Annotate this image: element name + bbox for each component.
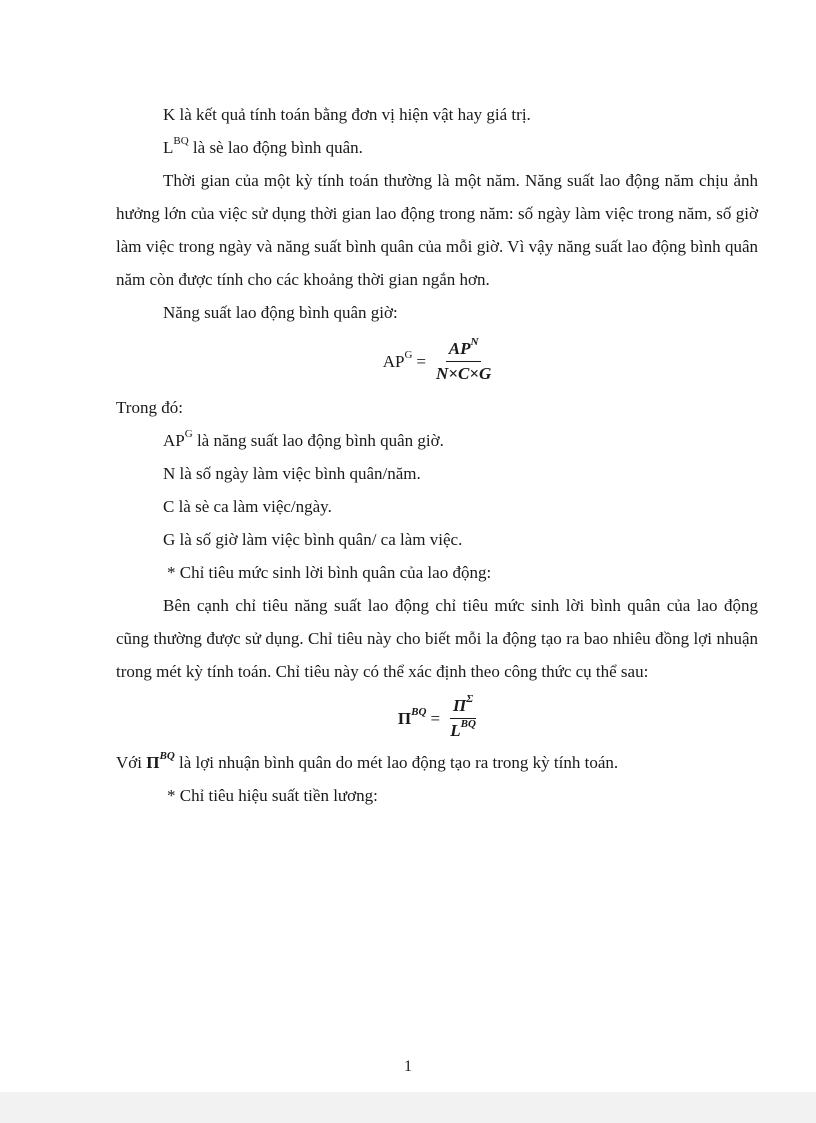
formula-hourly-numerator: $AP^N$ [446,339,482,362]
k-definition: K là kết quả tính toán bằng đơn vị hiện vật hay giá trị. [163,105,531,124]
l-superscript: BQ [173,135,189,148]
apg-definition-text: là năng suất lao động bình quân giờ. [192,431,444,450]
time-period-paragraph: Thời gian của một kỳ tính toán thường là một năm. Năng suất lao động năm chịu ảnh hưởng lớn của việc sử dụng thời gian lao động trong năm: số ngày làm việc trong năm, số giờ làm việc trong ngày và năng suất bình quân của mỗi giờ. Vì vậy năng suất lao động bình quân năm còn được tính cho các khoảng thời gian ngắn hơn. [116,171,758,289]
apg-definition [116,424,758,457]
page-bottom-band [0,1092,816,1123]
l-definition [116,131,758,164]
formula-profit-equals: = [430,708,441,728]
formula-hourly-denominator: N×C×G [436,363,492,383]
g-definition: G là số giờ làm việc bình quân/ ca làm việc. [163,530,463,549]
n-definition: N là số ngày làm việc bình quân/năm. [163,464,421,483]
with-profit-definition: Với $\Pi^{BQ}$ là lợi nhuận bình quân do mét lao động tạo ra trong kỳ tính toán. [116,750,619,772]
formula-profit-fraction [450,692,476,741]
profit-indicator-heading: * Chỉ tiêu mức sinh lời bình quân của lao động: [167,563,492,582]
l-definition-text: là sè lao động bình quân. [188,138,363,157]
apg-superscript: G [184,428,193,441]
hourly-productivity-heading: Năng suất lao động bình quân giờ: [163,303,398,322]
formula-profit-lhs: $\Pi^{BQ}$ [397,705,427,728]
profit-formula [116,694,758,742]
with-profit-symbol: $\Pi^{BQ}$ [146,750,175,772]
formula-hourly-equals: = [416,351,426,371]
with-profit-text: là lợi nhuận bình quân do mét lao động tạo ra trong kỳ tính toán. [174,753,619,772]
profit-indicator-paragraph: Bên cạnh chỉ tiêu năng suất lao động chỉ tiêu mức sinh lời bình quân của lao động cũng thường được sử dụng. Chỉ tiêu này cho biết mỗi la động tạo ra bao nhiêu đồng lợi nhuận trong mét kỳ tính toán. Chỉ tiêu này có thể xác định theo công thức cụ thể sau: [116,596,758,681]
document-body [116,98,758,812]
apg-symbol: AP [163,431,185,450]
formula-hourly-fraction [436,335,492,384]
formula-profit-numerator: $\Pi^\Sigma$ [450,696,476,719]
l-symbol: L [163,138,174,157]
formula-hourly-lhs: $AP^G$ [382,348,413,371]
hourly-productivity-formula [116,335,758,387]
page-number: 1 [404,1058,412,1075]
wage-efficiency-heading: * Chỉ tiêu hiệu suất tiền lương: [167,786,378,805]
c-definition: C là sè ca làm việc/ngày. [163,497,332,516]
formula-profit-denominator: $L^{BQ}$ [450,717,476,740]
where-label: Trong đó: [116,398,183,417]
